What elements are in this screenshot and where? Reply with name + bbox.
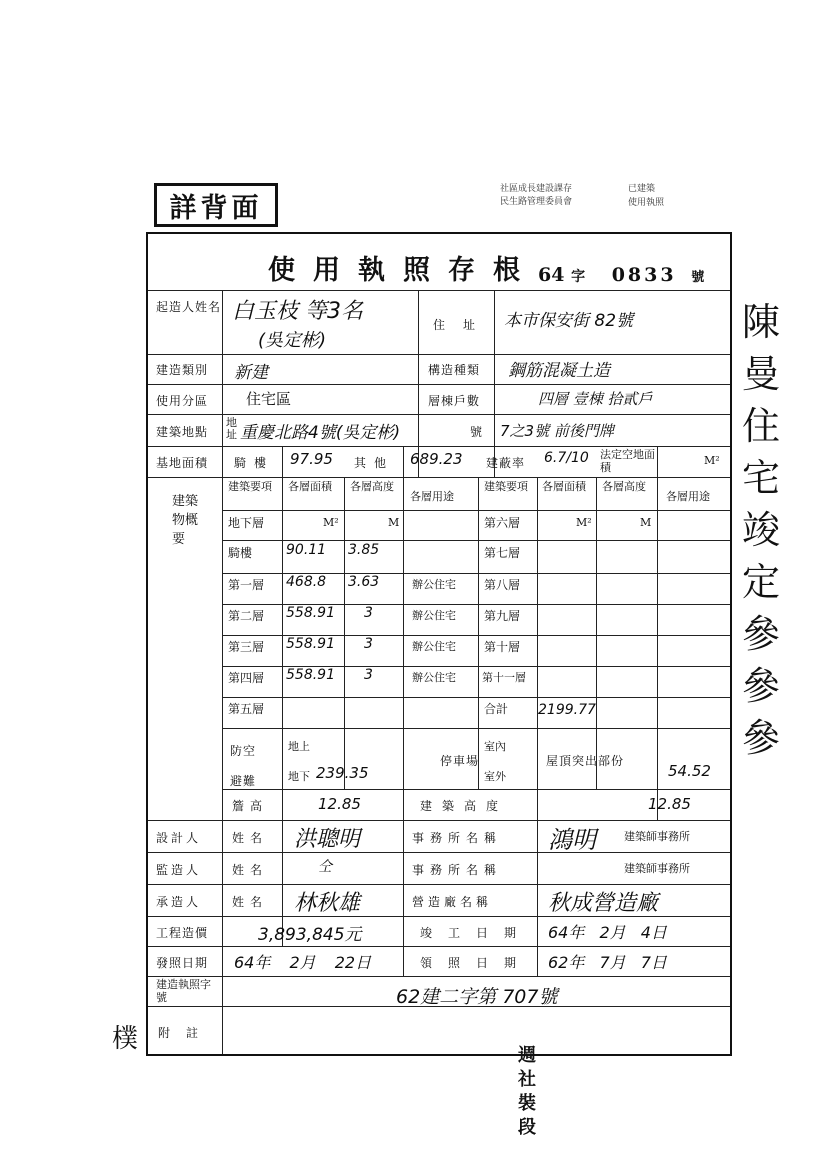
floor-name: 第十一層: [482, 671, 526, 684]
coverage-ratio-value: 6.7/10: [544, 450, 589, 466]
other-label: 其他: [354, 456, 395, 470]
floor-area: 468.8: [286, 574, 327, 590]
receive-date-value: 62年 7月 7日: [548, 953, 667, 972]
unit-m2: M²: [576, 516, 592, 529]
margin-char: 參: [742, 664, 781, 708]
designer-name: 洪聰明: [294, 827, 361, 852]
eave-height-value: 12.85: [318, 795, 361, 813]
col-height-right: 各層高度: [602, 480, 646, 493]
other-area: 689.23: [410, 450, 463, 468]
supervisor-name: 仝: [318, 859, 332, 875]
structure-label: 構造種類: [428, 363, 481, 377]
floor-name: 第八層: [484, 578, 521, 592]
floor-name: 第十層: [484, 640, 521, 654]
indoor-label: 室內: [484, 740, 506, 753]
cost-value: 3,893,845元: [258, 925, 362, 945]
parking-label: 停車場: [440, 754, 480, 768]
designer-name-label: 姓名: [232, 831, 269, 845]
corner-note: 已建築: [628, 184, 656, 194]
site-label: 建築地點: [156, 425, 209, 439]
outdoor-label: 室外: [484, 770, 506, 783]
zone-label: 使用分區: [156, 394, 209, 408]
detail-back-stamp: 詳背面: [154, 183, 278, 227]
builder-label: 起造人姓名: [156, 300, 222, 314]
floor-height: 3: [364, 636, 373, 652]
permit-stub-form: [146, 232, 732, 1056]
margin-char: 竣: [742, 508, 781, 552]
corner-note: 使用執照: [628, 198, 665, 208]
floor-name: 第四層: [228, 671, 265, 685]
roof-value: 54.52: [668, 762, 711, 780]
bottom-stamp: 週社裝段: [518, 1045, 536, 1138]
site-extra: 7之3號 前後門牌: [500, 422, 614, 440]
col-area-left: 各層面積: [288, 480, 332, 493]
address-value: 本市保安街 82號: [504, 311, 634, 331]
building-height-label: 建築高度: [420, 799, 509, 813]
serial-suffix: 號: [691, 270, 705, 285]
designer-label: 設計人: [156, 831, 202, 845]
floor-name: 合計: [484, 702, 509, 716]
form-title: 使用執照存根: [268, 255, 538, 286]
site-no-label: 號: [470, 425, 484, 439]
floor-area: 90.11: [286, 542, 327, 558]
floor-height: 3.63: [348, 574, 380, 590]
above-ground-label: 地上: [288, 740, 310, 753]
margin-char: 定: [742, 560, 781, 604]
builder-name-note: (吳定彬): [258, 330, 327, 351]
floor-name: 第五層: [228, 702, 265, 716]
col-use-right: 各層用途: [666, 490, 710, 503]
zone-value: 住宅區: [246, 390, 292, 408]
left-margin-note: 樸: [112, 1024, 139, 1054]
building-type-label: 建造類別: [156, 363, 209, 377]
note-label: 附註: [158, 1026, 215, 1040]
margin-char: 宅: [742, 456, 781, 500]
cost-label: 工程造價: [156, 926, 209, 940]
margin-char: 陳: [742, 300, 781, 344]
col-area-right: 各層面積: [542, 480, 586, 493]
unit-m: M: [640, 516, 652, 529]
supervisor-office-label: 事務所名稱: [412, 863, 503, 877]
unit-m: M: [388, 516, 400, 529]
builder-name: 白玉枝 等3名: [232, 299, 363, 324]
col-use-left: 各層用途: [410, 490, 454, 503]
col-height-left: 各層高度: [350, 480, 394, 493]
factory-label: 營造廠名稱: [412, 895, 493, 909]
margin-char: 參: [742, 612, 781, 656]
floor-use: 辦公住宅: [412, 609, 456, 622]
completion-value: 64年 2月 4日: [548, 923, 667, 942]
contractor-name-label: 姓名: [232, 895, 269, 909]
floor-name: 地下層: [228, 516, 265, 530]
floor-name: 騎樓: [228, 546, 253, 560]
floor-area: 558.91: [286, 636, 335, 652]
site-sub-label: 地址: [226, 416, 237, 441]
designer-office-stamp: 建築師事務所: [624, 830, 690, 843]
corner-note: 民生路管理委員會: [500, 197, 573, 207]
arcade-area: 97.95: [290, 450, 333, 468]
margin-char: 住: [742, 404, 781, 448]
floor-name: 第六層: [484, 516, 521, 530]
arcade-label: 騎樓: [234, 456, 275, 470]
legal-open-area-label: 法定空地面積: [600, 448, 655, 474]
col-item-left: 建築要項: [228, 480, 272, 493]
floor-area: 558.91: [286, 605, 335, 621]
floors-label: 層棟戶數: [428, 394, 481, 408]
shelter-label: 防空避難: [230, 744, 257, 788]
supervisor-name-label: 姓名: [232, 863, 269, 877]
floor-use: 辦公住宅: [412, 578, 456, 591]
serial-prefix: 64: [538, 264, 565, 286]
floor-name: 第九層: [484, 609, 521, 623]
below-ground-value: 239.35: [316, 764, 369, 782]
contractor-name: 林秋雄: [294, 891, 361, 916]
right-margin-annotation: [742, 296, 806, 764]
site-address: 重慶北路4號(吳定彬): [240, 423, 401, 443]
floor-area: 558.91: [286, 667, 335, 683]
corner-note: 社區成長建設課存: [500, 184, 573, 194]
coverage-ratio-label: 建蔽率: [486, 456, 526, 470]
serial-number: [538, 264, 704, 286]
eave-height-label: 簷高: [232, 799, 269, 813]
serial-char: 字: [571, 269, 586, 285]
unit-m2: M²: [323, 516, 339, 529]
contractor-factory: 秋成營造廠: [548, 891, 659, 916]
below-ground-label: 地下: [288, 770, 310, 783]
completion-label: 竣工日期: [420, 926, 533, 940]
floor-name: 第二層: [228, 609, 265, 623]
legal-open-area-unit: M²: [704, 454, 720, 467]
col-item-right: 建築要項: [484, 480, 528, 493]
floor-height: 3.85: [348, 542, 380, 558]
floor-height: 3: [364, 667, 373, 683]
permit-number-label: 建造執照字號: [156, 978, 211, 1004]
floor-use: 辦公住宅: [412, 671, 456, 684]
overview-label: 建築物概要: [172, 494, 199, 547]
area-label: 基地面積: [156, 456, 209, 470]
issue-date-label: 發照日期: [156, 956, 209, 970]
floor-name: 第一層: [228, 578, 265, 592]
designer-office-label: 事務所名稱: [412, 831, 503, 845]
margin-char: 曼: [742, 352, 781, 396]
floor-name: 第七層: [484, 546, 521, 560]
building-type-value: 新建: [234, 363, 268, 383]
floor-use: 辦公住宅: [412, 640, 456, 653]
supervisor-office-stamp: 建築師事務所: [624, 862, 690, 875]
margin-char: 參: [742, 716, 781, 760]
building-height-value: 12.85: [648, 795, 691, 813]
issue-date-value: 64年 2月 22日: [234, 953, 372, 972]
total-area: 2199.77: [538, 702, 596, 718]
floors-value: 四層 壹棟 拾貳戶: [538, 390, 653, 408]
structure-value: 鋼筋混凝土造: [508, 361, 610, 381]
supervisor-label: 監造人: [156, 863, 202, 877]
address-label: 住址: [433, 318, 494, 332]
receive-date-label: 領照日期: [420, 956, 533, 970]
permit-number-value: 62建二字第 707號: [396, 986, 558, 1008]
floor-name: 第三層: [228, 640, 265, 654]
serial-value: 0833: [611, 264, 677, 286]
designer-office: 鴻明: [548, 826, 596, 854]
corner-stamp-notes: [500, 183, 730, 225]
contractor-label: 承造人: [156, 895, 202, 909]
roof-label: 屋頂突出部份: [546, 754, 625, 768]
floor-height: 3: [364, 605, 373, 621]
